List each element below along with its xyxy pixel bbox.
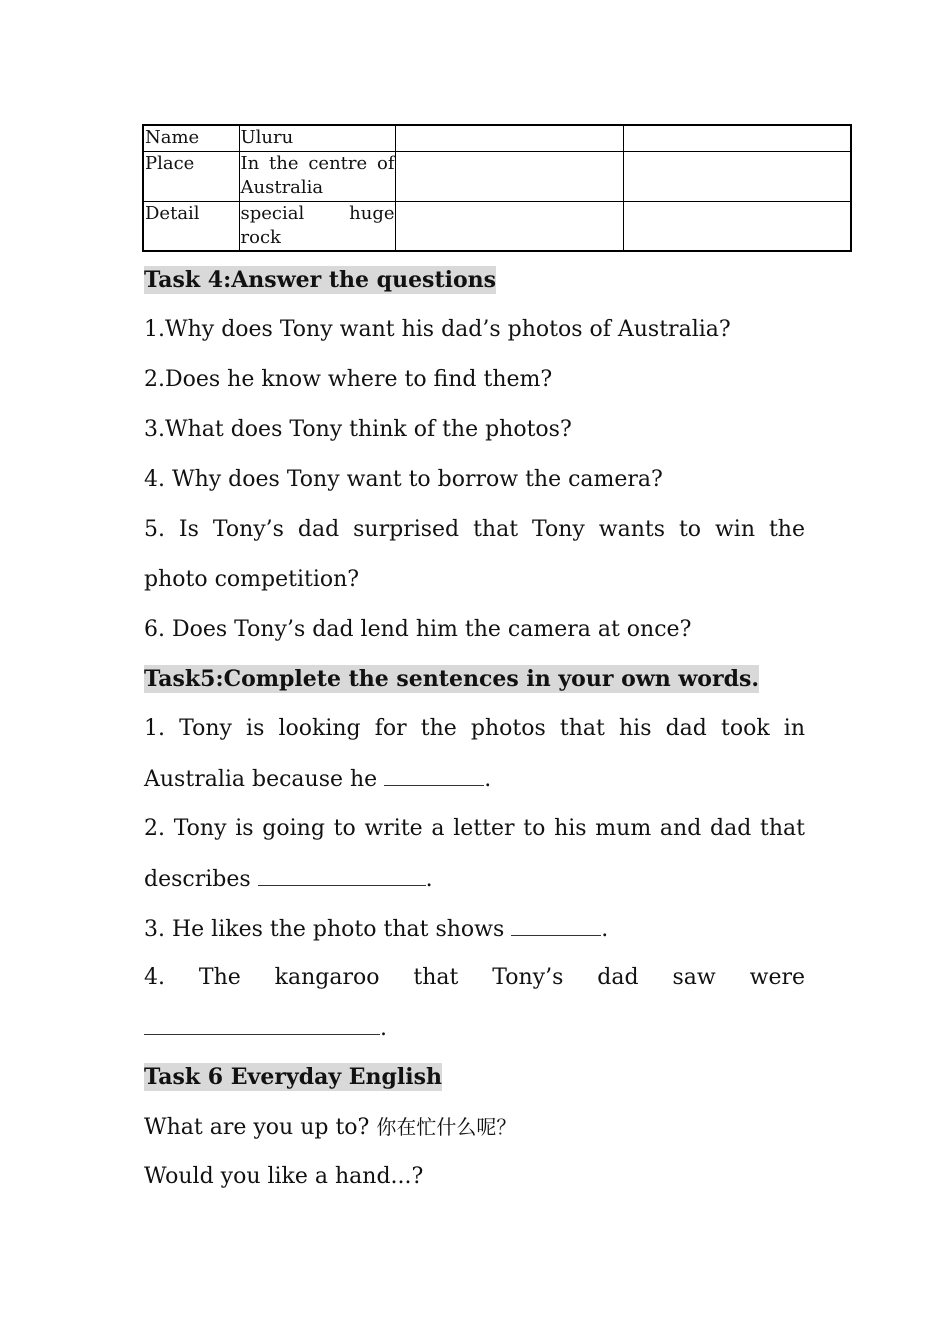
task5-sentence-4-line2 [144, 1014, 387, 1043]
table-cell-label: Name [143, 125, 239, 151]
table-cell-empty [395, 201, 623, 251]
table-cell-value [239, 151, 395, 201]
task4-question-5-line1: 5. Is Tony’s dad surprised that Tony wants to win the [144, 517, 805, 542]
table-cell-label: Detail [143, 201, 239, 251]
table-cell-value-line1: special huge [240, 202, 395, 224]
table-cell-value-line1: In the centre of [240, 152, 395, 174]
table-row [143, 151, 851, 201]
task5-heading: Task5:Complete the sentences in your own words. [144, 666, 759, 692]
table-cell-value [239, 201, 395, 251]
task5-sentence-2-line1: 2. Tony is going to write a letter to his mum and dad that [144, 816, 805, 841]
task4-question-5-line2: photo competition? [144, 567, 360, 592]
answer-blank[interactable] [258, 865, 426, 886]
table-cell-value-line2: rock [240, 226, 281, 248]
task5-sentence-2-text: describes [144, 867, 258, 892]
task6-phrase-1 [144, 1113, 516, 1142]
task5-sentence-1-line1: 1. Tony is looking for the photos that his dad took in [144, 716, 805, 741]
task5-sentence-1-text: Australia because he [144, 767, 385, 792]
table-cell-empty [395, 151, 623, 201]
info-table [142, 124, 852, 252]
task4-question-1: 1.Why does Tony want his dad’s photos of Australia? [144, 317, 731, 342]
task5-sentence-1-end: . [484, 767, 492, 792]
answer-blank[interactable] [144, 1014, 380, 1035]
task6-phrase-1-en: What are you up to? [144, 1115, 377, 1140]
table-cell-value-line2: Australia [240, 176, 324, 198]
task5-sentence-2-end: . [425, 867, 433, 892]
task5-sentence-3-text: 3. He likes the photo that shows [144, 917, 512, 942]
task5-sentence-4-line1: 4. The kangaroo that Tony’s dad saw were [144, 965, 805, 990]
task5-sentence-2-line2 [144, 865, 433, 894]
table-cell-empty [623, 125, 851, 151]
task5-sentence-4-end: . [380, 1016, 387, 1041]
task4-question-3: 3.What does Tony think of the photos? [144, 417, 572, 442]
table-row [143, 125, 851, 151]
table-cell-empty [395, 125, 623, 151]
task5-sentence-3-end: . [601, 917, 609, 942]
task5-sentence-1-line2 [144, 765, 491, 794]
task4-question-4: 4. Why does Tony want to borrow the camera? [144, 467, 663, 492]
task6-heading: Task 6 Everyday English [144, 1064, 443, 1090]
table-cell-label: Place [143, 151, 239, 201]
table-cell-value [239, 125, 395, 151]
task6-phrase-1-zh: 你在忙什么呢？ [376, 1115, 517, 1139]
task5-sentence-3 [144, 915, 608, 944]
task6-phrase-2: Would you like a hand...? [144, 1164, 424, 1189]
table-cell-value-text: Uluru [240, 127, 294, 148]
answer-blank[interactable] [384, 765, 484, 786]
table-cell-empty [623, 201, 851, 251]
task4-question-2: 2.Does he know where to find them? [144, 367, 553, 392]
table-row [143, 201, 851, 251]
task4-question-6: 6. Does Tony’s dad lend him the camera at once? [144, 617, 692, 642]
task4-heading: Task 4:Answer the questions [144, 267, 497, 293]
answer-blank[interactable] [511, 915, 601, 936]
table-cell-empty [623, 151, 851, 201]
